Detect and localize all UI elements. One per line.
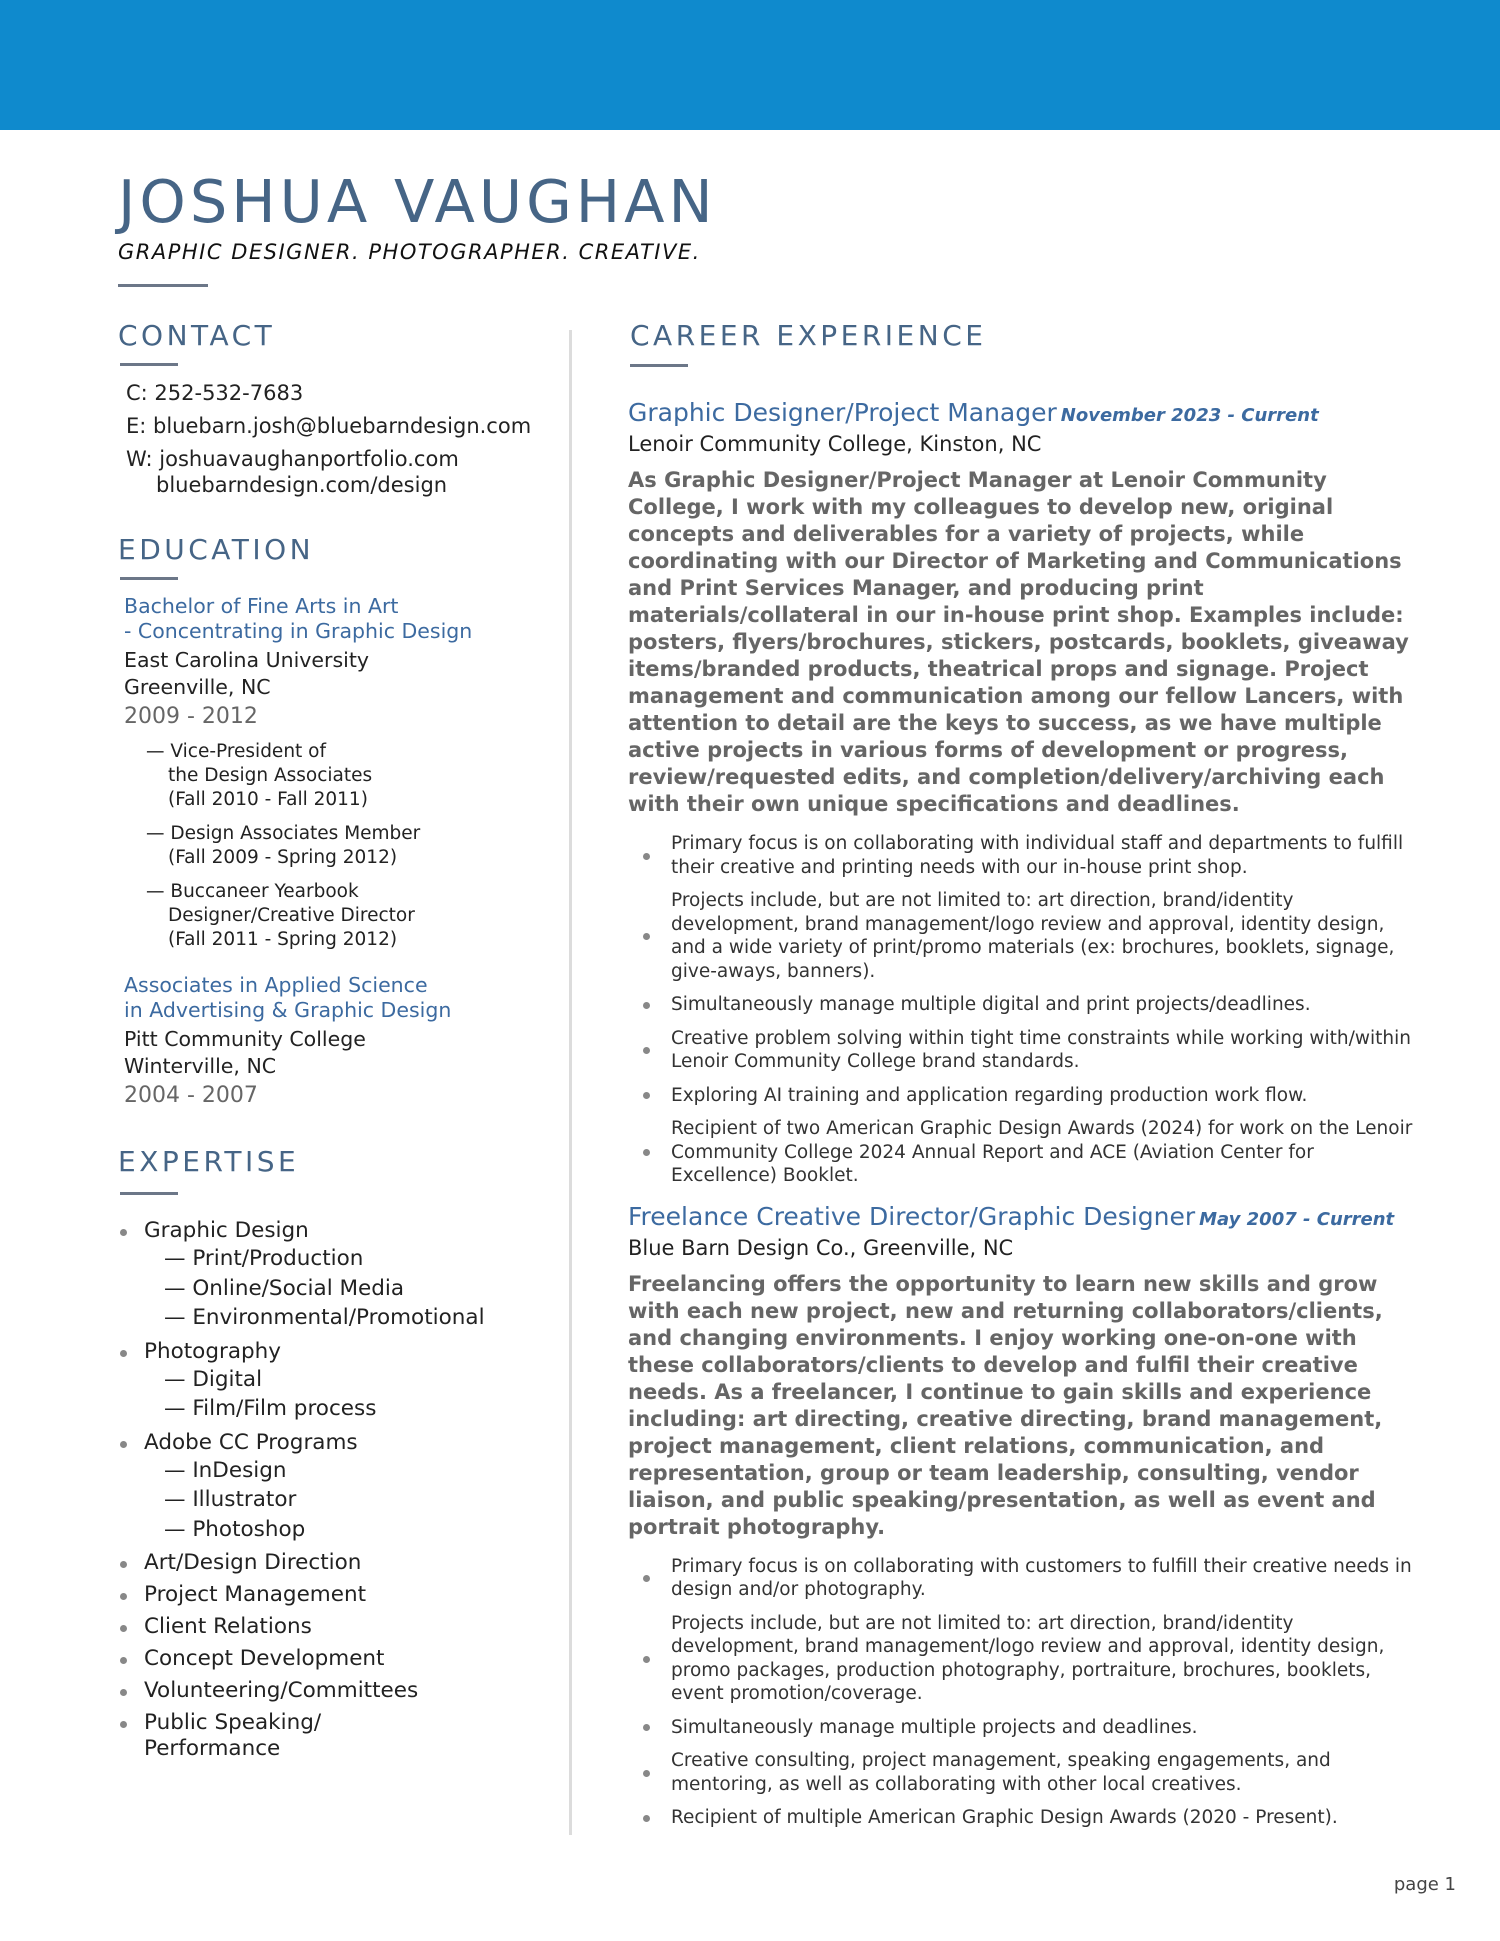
education-title-underline (120, 577, 178, 580)
contact-phone: C: 252-532-7683 (126, 381, 304, 405)
bullet-dot (643, 1002, 650, 1009)
education-roles (124, 740, 564, 952)
bullet-dot (120, 1350, 127, 1357)
job-bullet: Exploring AI training and application regarding production work flow. (639, 1084, 1418, 1108)
role-item: — Vice-President of the Design Associates (Fall 2010 - Fall 2011) (146, 741, 373, 810)
bullet-dot (643, 1815, 650, 1822)
school-location: Winterville, NC (124, 1054, 277, 1078)
bullet-dot (643, 1149, 650, 1156)
name-underline (118, 284, 208, 287)
bullet-dot (120, 1593, 127, 1600)
header-banner (0, 0, 1500, 130)
contact-email: E: bluebarn.josh@bluebarndesign.com (126, 414, 532, 438)
job-title: Freelance Creative Director/Graphic Designer (628, 1201, 1196, 1231)
education-entry-pcc (124, 973, 564, 1111)
job-organization: Lenoir Community College, Kinston, NC (628, 432, 1042, 456)
bullet-dot (643, 1724, 650, 1731)
expertise-item: Concept Development (118, 1646, 558, 1672)
job-bullet: Primary focus is on collaborating with individual staff and departments to fulfill their creative and printing needs with our in-house print shop. (639, 832, 1418, 879)
school-location: Greenville, NC (124, 675, 271, 699)
expertise-list (118, 1218, 558, 1768)
resume-tagline: GRAPHIC DESIGNER. PHOTOGRAPHER. CREATIVE. (118, 240, 701, 264)
job-bullet: Creative problem solving within tight time constraints while working with/within Lenoir Community College brand standards. (639, 1027, 1418, 1074)
school-name: Pitt Community College (124, 1027, 366, 1051)
career-title-underline (630, 364, 688, 367)
bullet-dot (643, 853, 650, 860)
contact-website-2: bluebarndesign.com/design (156, 473, 448, 497)
bullet-dot (643, 1047, 650, 1054)
education-title: EDUCATION (118, 533, 315, 566)
contact-block (126, 380, 556, 505)
job-bullets (628, 832, 1418, 1188)
job-bullet: Creative consulting, project management, speaking engagements, and mentoring, as well as collaborating with other local creatives. (639, 1749, 1418, 1796)
job-title: Graphic Designer/Project Manager (628, 398, 1057, 427)
expertise-item: Project Management (118, 1582, 558, 1608)
bullet-dot (643, 1656, 650, 1663)
education-years: 2009 - 2012 (124, 704, 258, 729)
bullet-dot (643, 1575, 650, 1582)
bullet-dot (643, 1770, 650, 1777)
job-description: As Graphic Designer/Project Manager at Lenoir Community College, I work with my colleagues to develop new, original concepts and deliverables for a variety of projects, while coordinating with our Director of Marketing and Communications and Print Services Manager, and producing print materials/collateral in our in-house print shop. Examples include: posters, flyers/brochures, stickers, postcards, booklets, giveaway items/branded products, theatrical props and signage. Project management and communication among our fellow Lancers, with attention to detail are the keys to success, as we have multiple active projects in various forms of development or progress, review/requested edits, and completion/delivery/archiving each with their own unique specifications and deadlines. (628, 468, 1409, 816)
job-bullet: Simultaneously manage multiple digital and print projects/deadlines. (639, 993, 1418, 1017)
bullet-dot (120, 1657, 127, 1664)
job-entry (628, 1202, 1418, 1830)
degree-concentration: in Advertising & Graphic Design (124, 998, 452, 1022)
job-description: Freelancing offers the opportunity to learn new skills and grow with each new project, new and returning collaborators/clients, and changing environments. I enjoy working one-on-one with these collaborators/clients to develop and fulfil their creative needs. As a freelancer, I continue to gain skills and experience including: art directing, creative directing, brand management, project management, client relations, communication, and representation, group or team leadership, consulting, vendor liaison, and public speaking/presentation, as well as event and portrait photography. (628, 1271, 1383, 1539)
expertise-item: Adobe CC Programs — InDesign — Illustrator — Photoshop (118, 1430, 558, 1545)
expertise-item: Public Speaking/ Performance (118, 1710, 558, 1762)
contact-title-underline (120, 363, 178, 366)
job-dates: November 2023 - Current (1060, 405, 1319, 426)
job-heading (628, 398, 1418, 431)
expertise-item: Volunteering/Committees (118, 1678, 558, 1704)
degree-concentration: - Concentrating in Graphic Design (124, 619, 473, 643)
job-bullet: Projects include, but are not limited to: art direction, brand/identity development, brand management/logo review and approval, identity design, promo packages, production photography, portraiture, brochures, booklets, event promotion/coverage. (639, 1612, 1418, 1706)
contact-title: CONTACT (118, 319, 276, 352)
education-entry-ecu (124, 594, 564, 962)
career-list (628, 398, 1418, 1844)
resume-name: JOSHUA VAUGHAN (118, 167, 717, 236)
job-organization: Blue Barn Design Co., Greenville, NC (628, 1235, 1014, 1260)
bullet-dot (120, 1721, 127, 1728)
job-bullet: Projects include, but are not limited to: art direction, brand/identity development, brand management/logo review and approval, identity design, and a wide variety of print/promo materials (ex: brochures, booklets, signage, give-aways, banners). (639, 889, 1418, 983)
role-item: — Buccaneer Yearbook Designer/Creative Director (Fall 2011 - Spring 2012) (146, 881, 415, 950)
degree-title: Bachelor of Fine Arts in Art (124, 594, 399, 618)
contact-website: W: joshuavaughanportfolio.com (126, 447, 459, 471)
bullet-dot (120, 1625, 127, 1632)
job-bullet: Primary focus is on collaborating with customers to fulfill their creative needs in design and/or photography. (639, 1555, 1418, 1602)
education-years: 2004 - 2007 (124, 1083, 258, 1108)
job-bullet: Simultaneously manage multiple projects and deadlines. (639, 1716, 1418, 1740)
job-heading (628, 1202, 1418, 1235)
job-dates: May 2007 - Current (1199, 1208, 1395, 1230)
bullet-dot (643, 1092, 650, 1099)
expertise-item: Client Relations (118, 1614, 558, 1640)
expertise-item: Photography — Digital — Film/Film process (118, 1339, 558, 1424)
bullet-dot (120, 1689, 127, 1696)
column-divider (569, 330, 572, 1835)
expertise-title: EXPERTISE (118, 1145, 300, 1178)
bullet-dot (120, 1561, 127, 1568)
bullet-dot (120, 1441, 127, 1448)
bullet-dot (643, 933, 650, 940)
job-bullets (628, 1555, 1418, 1830)
page-number: page 1 (1393, 1874, 1456, 1895)
degree-title: Associates in Applied Science (124, 973, 428, 997)
job-bullet: Recipient of multiple American Graphic Design Awards (2020 - Present). (639, 1806, 1418, 1830)
school-name: East Carolina University (124, 648, 370, 672)
career-title: CAREER EXPERIENCE (630, 319, 987, 352)
job-bullet: Recipient of two American Graphic Design Awards (2024) for work on the Lenoir Community College 2024 Annual Report and ACE (Aviation Center for Excellence) Booklet. (639, 1117, 1418, 1188)
expertise-item: Art/Design Direction (118, 1550, 558, 1576)
expertise-item: Graphic Design — Print/Production — Online/Social Media — Environmental/Promotional (118, 1218, 558, 1333)
expertise-title-underline (120, 1192, 178, 1195)
job-entry (628, 398, 1418, 1188)
role-item: — Design Associates Member (Fall 2009 - Spring 2012) (146, 823, 421, 868)
bullet-dot (120, 1229, 127, 1236)
